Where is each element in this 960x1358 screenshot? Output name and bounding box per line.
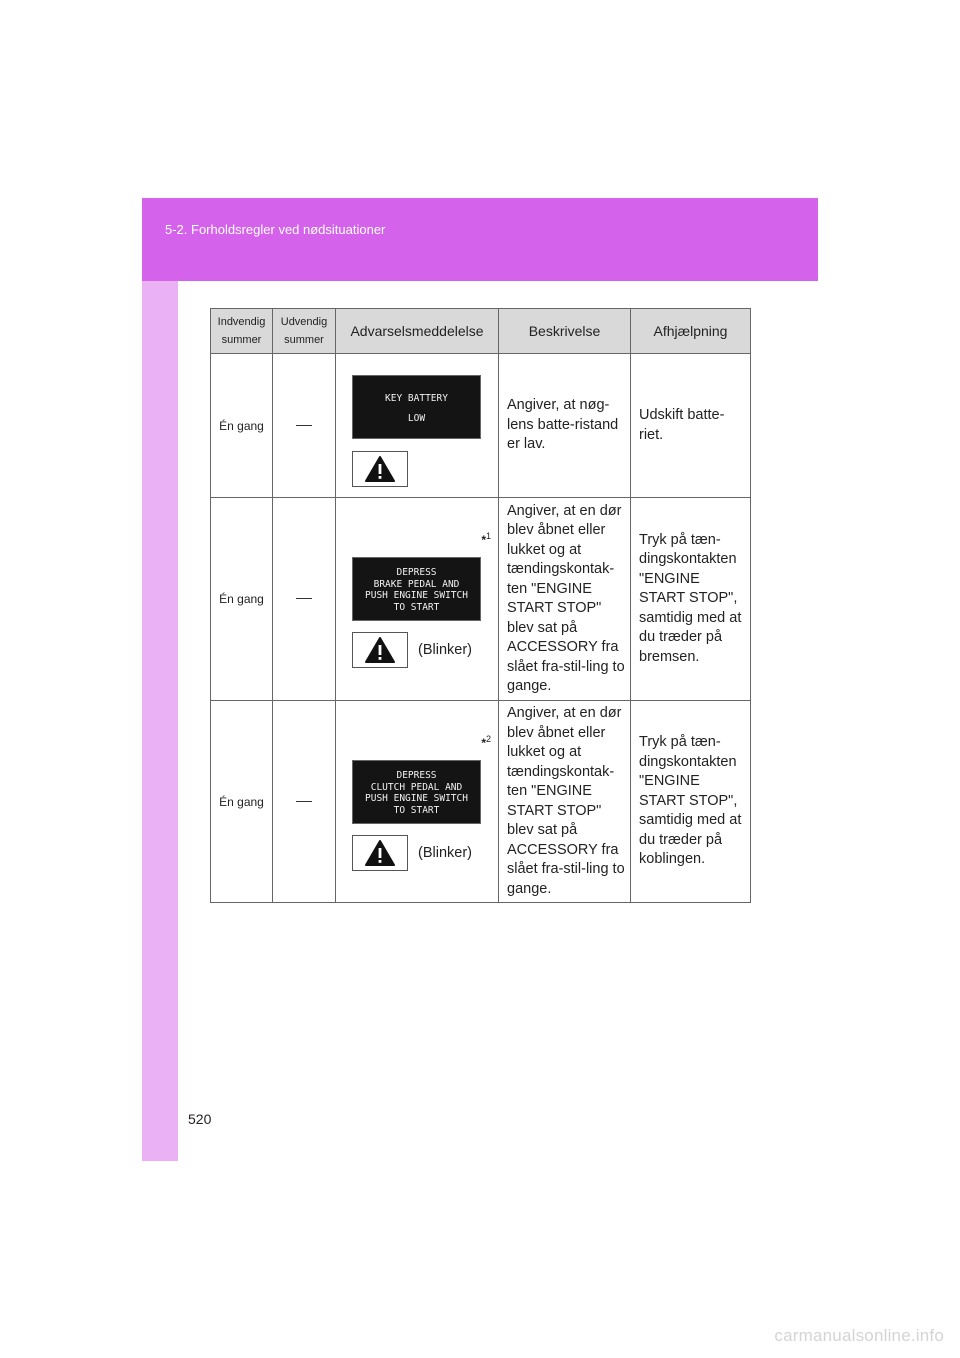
remedy-cell: Tryk på tæn-dingskontakten "ENGINE START STOP", samtidig med at du træder på bremsen. [631, 498, 751, 701]
warning-symbol-box [352, 632, 408, 668]
warning-display-cell [336, 354, 499, 498]
table-row [211, 701, 751, 903]
header-description: Beskrivelse [499, 309, 631, 354]
header-remedy: Afhjælpning [631, 309, 751, 354]
warning-display-cell [336, 498, 499, 701]
outside-buzzer-cell [273, 701, 336, 903]
display-screen [352, 557, 481, 621]
display-message: KEY BATTERY LOW [385, 393, 448, 424]
warning-triangle-icon [364, 636, 396, 664]
page-number: 520 [188, 1111, 212, 1127]
display-screen [352, 375, 481, 439]
footnote-marker: *$^1$ [481, 531, 491, 547]
display-message: DEPRESS BRAKE PEDAL AND PUSH ENGINE SWITCH TO START [365, 567, 468, 613]
header-outside-buzzer: Udvendig summer [273, 309, 336, 354]
footnote-marker: *$^2$ [481, 734, 491, 750]
outside-buzzer-cell [273, 498, 336, 701]
inside-buzzer-cell: Én gang [211, 701, 273, 903]
section-title: 5-2. Forholdsregler ved nødsituationer [165, 222, 386, 237]
side-tab-strip [142, 281, 178, 1161]
warning-triangle-icon [364, 455, 396, 483]
section-header-band [142, 198, 818, 281]
warning-message-table [210, 308, 751, 903]
warning-display-cell [336, 701, 499, 903]
none-dash [296, 425, 312, 426]
none-dash [296, 801, 312, 802]
warning-symbol-box [352, 835, 408, 871]
inside-buzzer-cell: Én gang [211, 498, 273, 701]
blinker-label: (Blinker) [418, 642, 472, 658]
description-cell: Angiver, at en dør blev åbnet eller lukket og at tændingskontak-ten "ENGINE START STOP" blev sat på ACCESSORY fra slået fra-stil-ling to gange. [499, 498, 631, 701]
display-message: DEPRESS CLUTCH PEDAL AND PUSH ENGINE SWITCH TO START [365, 770, 468, 816]
display-screen [352, 760, 481, 824]
outside-buzzer-cell [273, 354, 336, 498]
remedy-cell: Udskift batte-riet. [631, 354, 751, 498]
watermark: carmanualsonline.info [774, 1326, 944, 1345]
blinker-label: (Blinker) [418, 845, 472, 861]
none-dash [296, 598, 312, 599]
header-warning-message: Advarselsmeddelelse [336, 309, 499, 354]
warning-triangle-icon [364, 839, 396, 867]
header-inside-buzzer: Indvendig summer [211, 309, 273, 354]
table-header-row [211, 309, 751, 354]
footnote-number: 1 [485, 531, 491, 541]
footnote-number: 2 [485, 734, 491, 744]
description-cell: Angiver, at nøg-lens batte-ristand er lav. [499, 354, 631, 498]
table-row [211, 354, 751, 498]
remedy-cell: Tryk på tæn-dingskontakten "ENGINE START STOP", samtidig med at du træder på koblingen. [631, 701, 751, 903]
description-cell: Angiver, at en dør blev åbnet eller lukket og at tændingskontak-ten "ENGINE START STOP" blev sat på ACCESSORY fra slået fra-stil-ling to gange. [499, 701, 631, 903]
inside-buzzer-cell: Én gang [211, 354, 273, 498]
table-row [211, 498, 751, 701]
warning-symbol-box [352, 451, 408, 487]
